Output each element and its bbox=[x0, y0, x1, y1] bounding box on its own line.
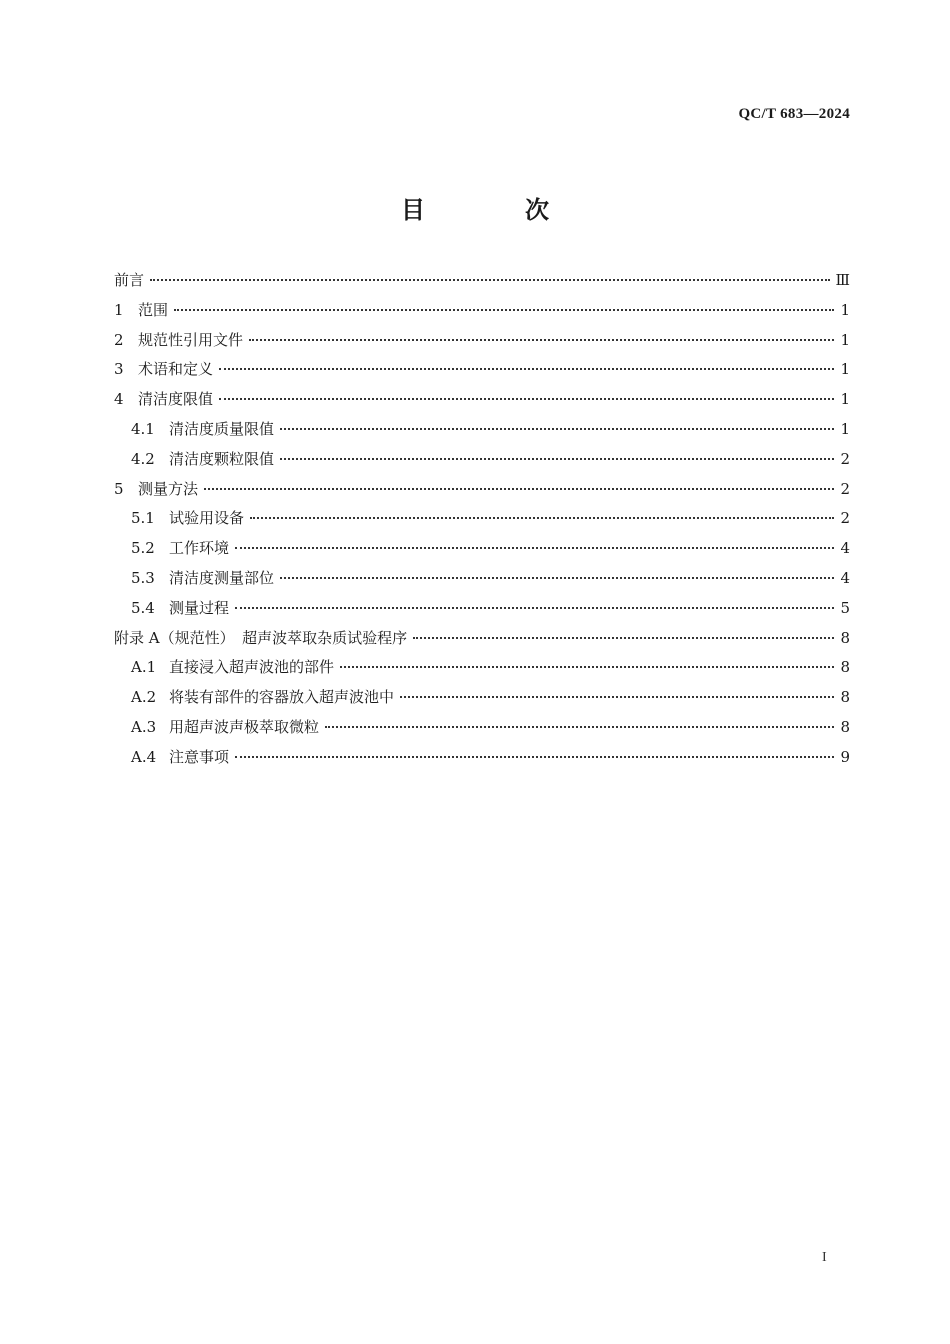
toc-entry[interactable] bbox=[114, 299, 850, 329]
toc-entry[interactable] bbox=[114, 418, 850, 448]
page-number: I bbox=[822, 1250, 827, 1265]
toc-entry[interactable] bbox=[114, 478, 850, 508]
table-of-contents bbox=[114, 269, 850, 776]
toc-entry-label: 范围 bbox=[138, 300, 169, 319]
toc-entry-label: 清洁度限值 bbox=[138, 390, 214, 409]
toc-entry-number: A.3 bbox=[131, 717, 157, 736]
toc-entry-label: 直接浸入超声波池的部件 bbox=[169, 658, 335, 677]
dot-leader bbox=[325, 726, 834, 728]
dot-leader bbox=[413, 637, 834, 639]
toc-entry-label: 清洁度颗粒限值 bbox=[169, 449, 275, 468]
toc-entry-page: 4 bbox=[840, 568, 850, 587]
toc-entry[interactable] bbox=[114, 537, 850, 567]
dot-leader bbox=[235, 607, 834, 609]
toc-entry-number: 5.3 bbox=[131, 568, 155, 587]
toc-entry-label: 试验用设备 bbox=[169, 509, 245, 528]
dot-leader bbox=[340, 666, 834, 668]
dot-leader bbox=[400, 696, 834, 698]
toc-entry-page: 8 bbox=[840, 658, 850, 677]
toc-entry[interactable] bbox=[114, 656, 850, 686]
toc-entry[interactable] bbox=[114, 746, 850, 776]
toc-entry[interactable] bbox=[114, 269, 850, 299]
toc-entry[interactable] bbox=[114, 388, 850, 418]
toc-entry[interactable] bbox=[114, 597, 850, 627]
toc-entry-page: 9 bbox=[840, 747, 850, 766]
toc-entry-number: 4.2 bbox=[131, 449, 155, 468]
toc-entry[interactable] bbox=[114, 448, 850, 478]
dot-leader bbox=[204, 488, 834, 490]
toc-entry-number: A.2 bbox=[131, 688, 157, 707]
toc-entry-label: 规范性引用文件 bbox=[138, 330, 244, 349]
toc-entry-label: 将装有部件的容器放入超声波池中 bbox=[169, 688, 395, 707]
dot-leader bbox=[219, 368, 834, 370]
toc-entry-number: 5.1 bbox=[131, 509, 155, 528]
dot-leader bbox=[174, 309, 834, 311]
toc-entry[interactable] bbox=[114, 567, 850, 597]
toc-entry-label: 注意事项 bbox=[169, 747, 230, 766]
toc-entry-label: 清洁度测量部位 bbox=[169, 568, 275, 587]
toc-entry-number: 3 bbox=[114, 360, 124, 379]
toc-entry[interactable] bbox=[114, 627, 850, 657]
toc-entry-label: 术语和定义 bbox=[138, 360, 214, 379]
page-title: 目 次 bbox=[401, 196, 587, 224]
toc-entry-label: 附录 A（规范性） 超声波萃取杂质试验程序 bbox=[114, 628, 408, 647]
dot-leader bbox=[219, 398, 834, 400]
toc-entry-page: 2 bbox=[840, 479, 850, 498]
document-code: QC/T 683—2024 bbox=[738, 106, 850, 122]
toc-entry[interactable] bbox=[114, 358, 850, 388]
toc-entry-number: 5.2 bbox=[131, 539, 155, 558]
toc-entry-number: A.1 bbox=[131, 658, 157, 677]
toc-entry[interactable] bbox=[114, 686, 850, 716]
dot-leader bbox=[150, 279, 830, 281]
dot-leader bbox=[235, 547, 834, 549]
toc-entry-page: 2 bbox=[840, 449, 850, 468]
dot-leader bbox=[249, 339, 834, 341]
toc-entry-number: 5 bbox=[114, 479, 124, 498]
toc-entry-page: 1 bbox=[840, 419, 850, 438]
dot-leader bbox=[280, 428, 834, 430]
toc-entry-label: 前言 bbox=[114, 271, 145, 289]
toc-entry-page: Ⅲ bbox=[835, 271, 850, 289]
toc-entry-page: 2 bbox=[840, 509, 850, 528]
dot-leader bbox=[280, 577, 834, 579]
toc-entry-label: 用超声波声极萃取微粒 bbox=[169, 717, 320, 736]
toc-entry-page: 8 bbox=[840, 717, 850, 736]
toc-entry-page: 1 bbox=[840, 300, 850, 319]
toc-entry-page: 8 bbox=[840, 628, 850, 647]
toc-entry[interactable] bbox=[114, 507, 850, 537]
toc-entry-page: 1 bbox=[840, 330, 850, 349]
dot-leader bbox=[280, 458, 834, 460]
toc-entry-label: 测量过程 bbox=[169, 598, 230, 617]
toc-entry-label: 测量方法 bbox=[138, 479, 199, 498]
toc-entry-label: 清洁度质量限值 bbox=[169, 419, 275, 438]
toc-entry-page: 8 bbox=[840, 688, 850, 707]
toc-entry-label: 工作环境 bbox=[169, 539, 230, 558]
toc-entry-number: A.4 bbox=[131, 747, 157, 766]
toc-entry-number: 5.4 bbox=[131, 598, 155, 617]
toc-entry-number: 1 bbox=[114, 300, 124, 319]
toc-entry-number: 4.1 bbox=[131, 419, 155, 438]
toc-entry-page: 5 bbox=[840, 598, 850, 617]
toc-entry-page: 4 bbox=[840, 539, 850, 558]
toc-entry[interactable] bbox=[114, 329, 850, 359]
toc-entry-number: 2 bbox=[114, 330, 124, 349]
dot-leader bbox=[235, 756, 834, 758]
toc-entry[interactable] bbox=[114, 716, 850, 746]
toc-entry-page: 1 bbox=[840, 360, 850, 379]
toc-entry-number: 4 bbox=[114, 390, 124, 409]
dot-leader bbox=[250, 517, 834, 519]
toc-entry-page: 1 bbox=[840, 390, 850, 409]
